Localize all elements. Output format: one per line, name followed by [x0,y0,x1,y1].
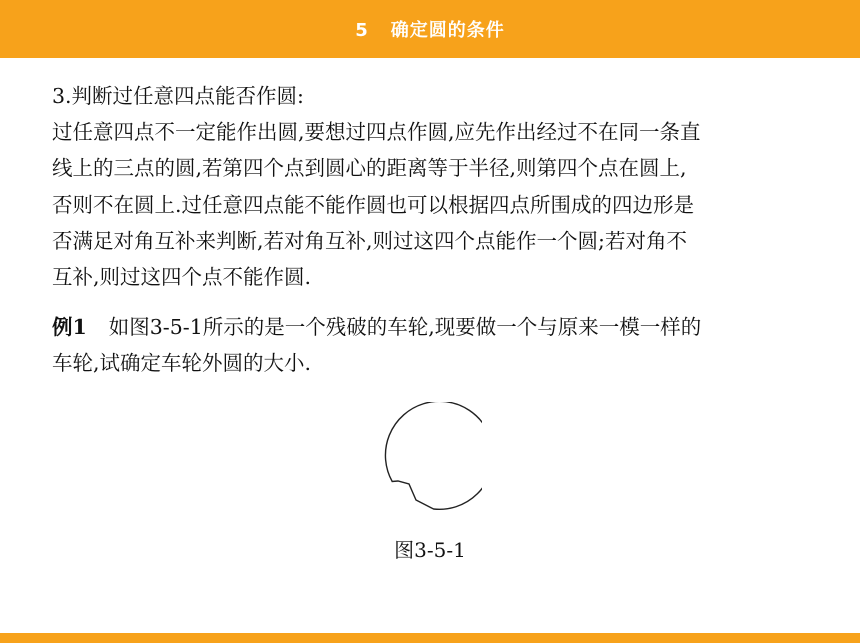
broken-wheel-outline [385,402,482,509]
body-line: 互补,则过这四个点不能作圆. [52,265,312,290]
example-paragraph [52,309,822,381]
broken-wheel-diagram [372,402,482,512]
content-heading: 3.判断过任意四点能否作圆: [52,84,304,108]
section-title-text: 确定圆的条件 [390,20,505,41]
body-line: 否则不在圆上.过任意四点能不能作圆也可以根据四点所围成的四边形是 [52,192,695,217]
example-line: 车轮,试确定车轮外圆的大小. [52,351,312,376]
example-label: 例1 [52,315,87,340]
main-content [52,78,822,382]
heading-paragraph [52,78,822,114]
footer-bar [0,633,860,643]
section-title [355,16,505,42]
broken-wheel-figure [372,402,482,512]
example-line: 如图3-5-1所示的是一个残破的车轮,现要做一个与原来一模一样的 [108,315,702,340]
section-number: 5 [355,20,369,41]
figure-caption: 图3-5-1 [394,538,466,562]
header-bar [0,0,860,58]
body-line: 否满足对角互补来判断,若对角互补,则过这四个点能作一个圆;若对角不 [52,228,687,253]
body-paragraph [52,114,822,295]
body-line: 过任意四点不一定能作出圆,要想过四点作圆,应先作出经过不在同一条直 [52,120,701,145]
body-line: 线上的三点的圆,若第四个点到圆心的距离等于半径,则第四个点在圆上, [52,156,687,181]
